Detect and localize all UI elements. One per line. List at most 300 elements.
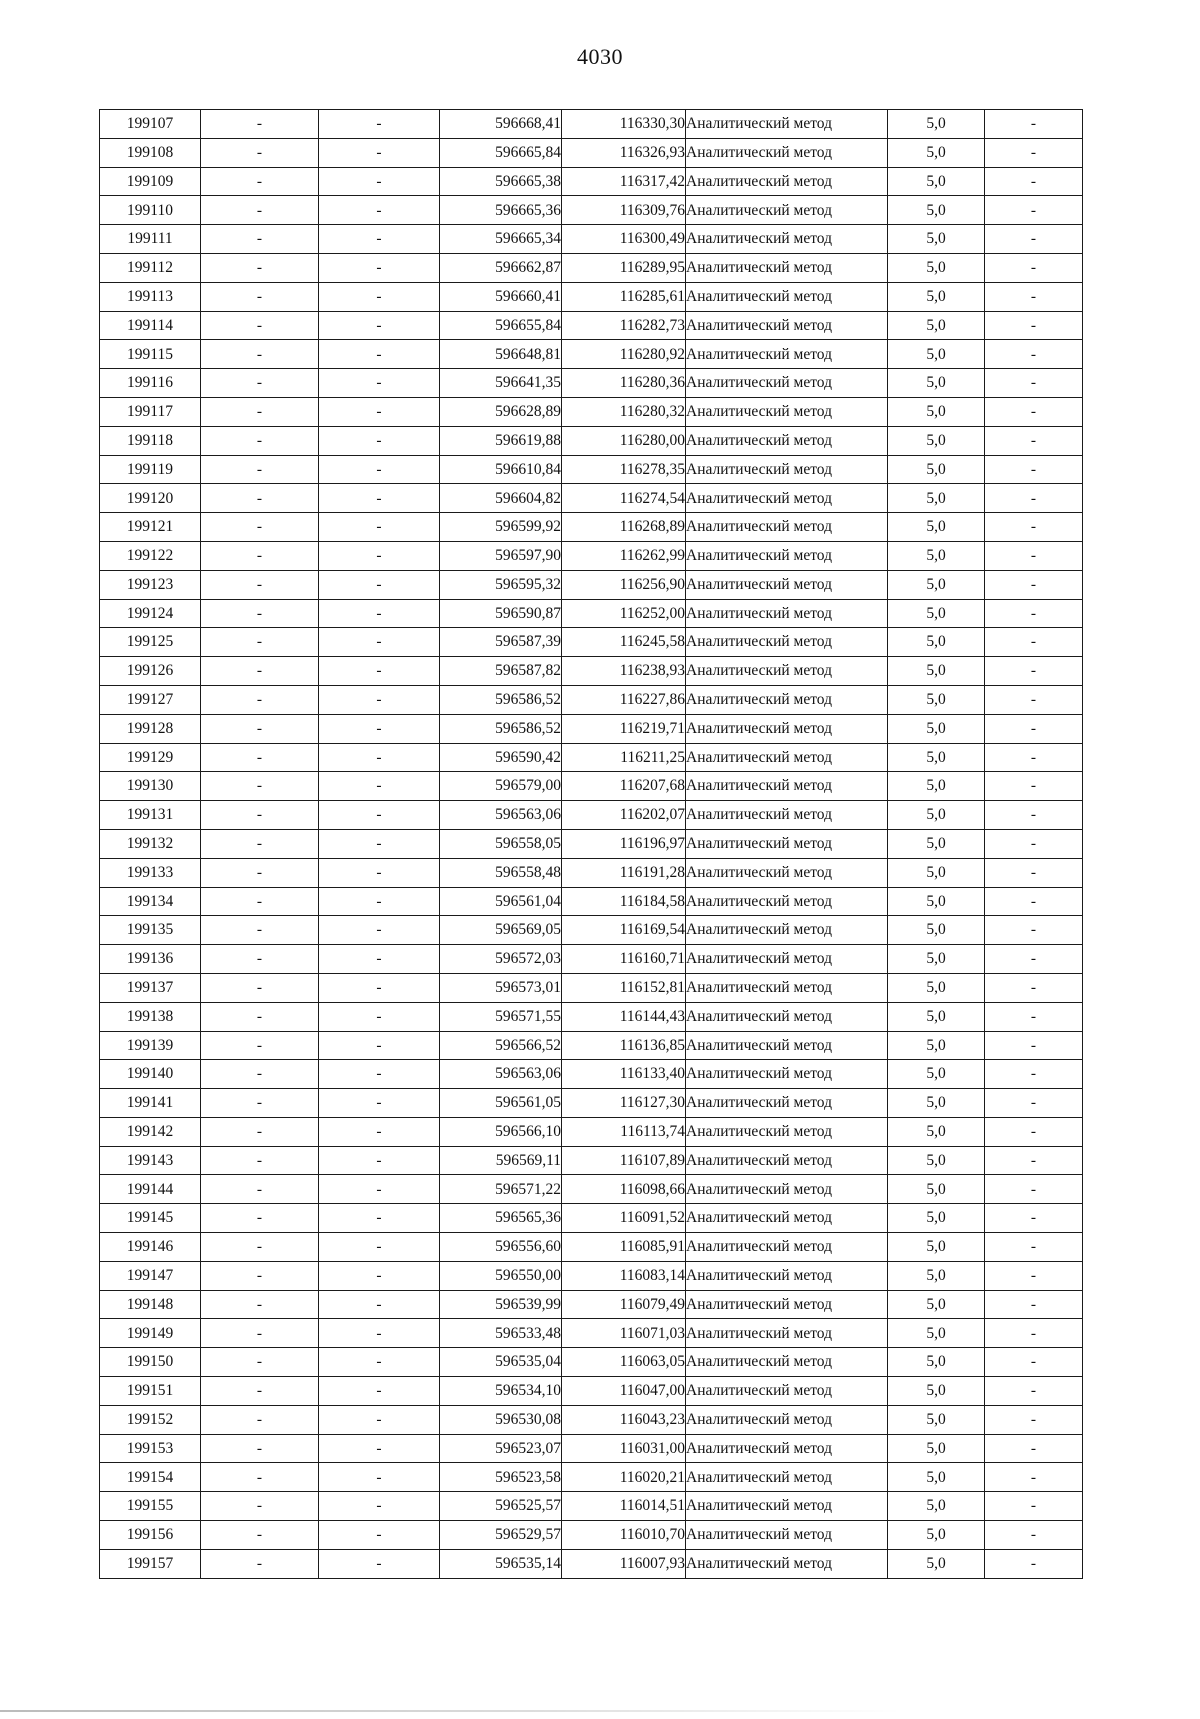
point-number-cell: 199138 <box>100 1002 201 1031</box>
table-row <box>100 1117 1083 1146</box>
empty-value-cell: - <box>985 1002 1083 1031</box>
table-row <box>100 110 1083 139</box>
empty-value-cell: - <box>985 513 1083 542</box>
table-row <box>100 916 1083 945</box>
y-coordinate-cell: 116282,73 <box>562 311 686 340</box>
accuracy-cell: 5,0 <box>888 426 985 455</box>
x-coordinate-cell: 596569,11 <box>440 1146 562 1175</box>
y-coordinate-cell: 116047,00 <box>562 1377 686 1406</box>
empty-value-cell: - <box>319 801 440 830</box>
empty-value-cell: - <box>319 945 440 974</box>
empty-value-cell: - <box>985 1549 1083 1578</box>
table-row <box>100 455 1083 484</box>
x-coordinate-cell: 596535,04 <box>440 1348 562 1377</box>
empty-value-cell: - <box>201 1117 319 1146</box>
method-cell: Аналитический метод <box>686 743 888 772</box>
accuracy-cell: 5,0 <box>888 916 985 945</box>
accuracy-cell: 5,0 <box>888 714 985 743</box>
point-number-cell: 199135 <box>100 916 201 945</box>
table-row <box>100 253 1083 282</box>
table-row <box>100 1549 1083 1578</box>
y-coordinate-cell: 116219,71 <box>562 714 686 743</box>
empty-value-cell: - <box>201 225 319 254</box>
accuracy-cell: 5,0 <box>888 110 985 139</box>
empty-value-cell: - <box>201 541 319 570</box>
empty-value-cell: - <box>201 570 319 599</box>
method-cell: Аналитический метод <box>686 225 888 254</box>
point-number-cell: 199145 <box>100 1204 201 1233</box>
y-coordinate-cell: 116278,35 <box>562 455 686 484</box>
empty-value-cell: - <box>201 282 319 311</box>
empty-value-cell: - <box>201 340 319 369</box>
empty-value-cell: - <box>319 369 440 398</box>
x-coordinate-cell: 596648,81 <box>440 340 562 369</box>
x-coordinate-cell: 596530,08 <box>440 1405 562 1434</box>
method-cell: Аналитический метод <box>686 916 888 945</box>
method-cell: Аналитический метод <box>686 1521 888 1550</box>
empty-value-cell: - <box>319 714 440 743</box>
table-row <box>100 1521 1083 1550</box>
empty-value-cell: - <box>985 541 1083 570</box>
table-row <box>100 714 1083 743</box>
empty-value-cell: - <box>319 657 440 686</box>
table-row <box>100 973 1083 1002</box>
x-coordinate-cell: 596586,52 <box>440 714 562 743</box>
y-coordinate-cell: 116144,43 <box>562 1002 686 1031</box>
point-number-cell: 199128 <box>100 714 201 743</box>
accuracy-cell: 5,0 <box>888 1261 985 1290</box>
empty-value-cell: - <box>319 340 440 369</box>
empty-value-cell: - <box>319 196 440 225</box>
accuracy-cell: 5,0 <box>888 541 985 570</box>
empty-value-cell: - <box>201 253 319 282</box>
method-cell: Аналитический метод <box>686 973 888 1002</box>
empty-value-cell: - <box>319 1233 440 1262</box>
empty-value-cell: - <box>319 1463 440 1492</box>
accuracy-cell: 5,0 <box>888 1319 985 1348</box>
empty-value-cell: - <box>201 1002 319 1031</box>
empty-value-cell: - <box>201 1549 319 1578</box>
x-coordinate-cell: 596572,03 <box>440 945 562 974</box>
empty-value-cell: - <box>201 1521 319 1550</box>
point-number-cell: 199157 <box>100 1549 201 1578</box>
empty-value-cell: - <box>201 484 319 513</box>
method-cell: Аналитический метод <box>686 1117 888 1146</box>
method-cell: Аналитический метод <box>686 253 888 282</box>
x-coordinate-cell: 596641,35 <box>440 369 562 398</box>
empty-value-cell: - <box>319 426 440 455</box>
method-cell: Аналитический метод <box>686 858 888 887</box>
table-row <box>100 1175 1083 1204</box>
x-coordinate-cell: 596604,82 <box>440 484 562 513</box>
y-coordinate-cell: 116280,92 <box>562 340 686 369</box>
empty-value-cell: - <box>985 1146 1083 1175</box>
method-cell: Аналитический метод <box>686 1463 888 1492</box>
point-number-cell: 199117 <box>100 397 201 426</box>
coordinates-table-body <box>100 110 1083 1579</box>
empty-value-cell: - <box>319 628 440 657</box>
accuracy-cell: 5,0 <box>888 973 985 1002</box>
empty-value-cell: - <box>985 858 1083 887</box>
empty-value-cell: - <box>985 340 1083 369</box>
empty-value-cell: - <box>201 657 319 686</box>
empty-value-cell: - <box>201 513 319 542</box>
y-coordinate-cell: 116211,25 <box>562 743 686 772</box>
empty-value-cell: - <box>201 1233 319 1262</box>
page-number: 4030 <box>577 44 623 69</box>
empty-value-cell: - <box>319 225 440 254</box>
empty-value-cell: - <box>201 1348 319 1377</box>
empty-value-cell: - <box>985 1089 1083 1118</box>
x-coordinate-cell: 596599,92 <box>440 513 562 542</box>
method-cell: Аналитический метод <box>686 484 888 513</box>
empty-value-cell: - <box>985 887 1083 916</box>
accuracy-cell: 5,0 <box>888 1434 985 1463</box>
point-number-cell: 199125 <box>100 628 201 657</box>
y-coordinate-cell: 116207,68 <box>562 772 686 801</box>
empty-value-cell: - <box>201 455 319 484</box>
y-coordinate-cell: 116245,58 <box>562 628 686 657</box>
point-number-cell: 199131 <box>100 801 201 830</box>
x-coordinate-cell: 596525,57 <box>440 1492 562 1521</box>
accuracy-cell: 5,0 <box>888 1549 985 1578</box>
empty-value-cell: - <box>201 311 319 340</box>
empty-value-cell: - <box>319 484 440 513</box>
table-row <box>100 599 1083 628</box>
table-row <box>100 340 1083 369</box>
table-row <box>100 541 1083 570</box>
empty-value-cell: - <box>319 1290 440 1319</box>
accuracy-cell: 5,0 <box>888 1204 985 1233</box>
x-coordinate-cell: 596573,01 <box>440 973 562 1002</box>
empty-value-cell: - <box>985 1175 1083 1204</box>
point-number-cell: 199126 <box>100 657 201 686</box>
y-coordinate-cell: 116136,85 <box>562 1031 686 1060</box>
empty-value-cell: - <box>201 397 319 426</box>
x-coordinate-cell: 596610,84 <box>440 455 562 484</box>
x-coordinate-cell: 596539,99 <box>440 1290 562 1319</box>
empty-value-cell: - <box>985 772 1083 801</box>
x-coordinate-cell: 596558,05 <box>440 829 562 858</box>
y-coordinate-cell: 116160,71 <box>562 945 686 974</box>
empty-value-cell: - <box>201 167 319 196</box>
y-coordinate-cell: 116300,49 <box>562 225 686 254</box>
empty-value-cell: - <box>201 916 319 945</box>
x-coordinate-cell: 596561,05 <box>440 1089 562 1118</box>
point-number-cell: 199124 <box>100 599 201 628</box>
empty-value-cell: - <box>319 1549 440 1578</box>
empty-value-cell: - <box>985 110 1083 139</box>
y-coordinate-cell: 116083,14 <box>562 1261 686 1290</box>
empty-value-cell: - <box>319 599 440 628</box>
table-row <box>100 657 1083 686</box>
empty-value-cell: - <box>985 1204 1083 1233</box>
x-coordinate-cell: 596590,87 <box>440 599 562 628</box>
method-cell: Аналитический метод <box>686 397 888 426</box>
point-number-cell: 199154 <box>100 1463 201 1492</box>
method-cell: Аналитический метод <box>686 1031 888 1060</box>
method-cell: Аналитический метод <box>686 455 888 484</box>
accuracy-cell: 5,0 <box>888 1521 985 1550</box>
accuracy-cell: 5,0 <box>888 1233 985 1262</box>
table-row <box>100 1434 1083 1463</box>
x-coordinate-cell: 596597,90 <box>440 541 562 570</box>
method-cell: Аналитический метод <box>686 1261 888 1290</box>
table-row <box>100 1261 1083 1290</box>
y-coordinate-cell: 116169,54 <box>562 916 686 945</box>
empty-value-cell: - <box>985 628 1083 657</box>
method-cell: Аналитический метод <box>686 1175 888 1204</box>
table-row <box>100 1463 1083 1492</box>
accuracy-cell: 5,0 <box>888 369 985 398</box>
x-coordinate-cell: 596571,55 <box>440 1002 562 1031</box>
empty-value-cell: - <box>985 1060 1083 1089</box>
table-row <box>100 1002 1083 1031</box>
x-coordinate-cell: 596533,48 <box>440 1319 562 1348</box>
point-number-cell: 199140 <box>100 1060 201 1089</box>
point-number-cell: 199136 <box>100 945 201 974</box>
accuracy-cell: 5,0 <box>888 167 985 196</box>
point-number-cell: 199137 <box>100 973 201 1002</box>
empty-value-cell: - <box>319 1175 440 1204</box>
method-cell: Аналитический метод <box>686 1348 888 1377</box>
point-number-cell: 199143 <box>100 1146 201 1175</box>
empty-value-cell: - <box>319 1348 440 1377</box>
empty-value-cell: - <box>985 657 1083 686</box>
method-cell: Аналитический метод <box>686 1405 888 1434</box>
method-cell: Аналитический метод <box>686 138 888 167</box>
empty-value-cell: - <box>319 110 440 139</box>
y-coordinate-cell: 116280,32 <box>562 397 686 426</box>
scan-edge-line <box>0 1710 900 1712</box>
empty-value-cell: - <box>319 1060 440 1089</box>
method-cell: Аналитический метод <box>686 1290 888 1319</box>
empty-value-cell: - <box>319 138 440 167</box>
x-coordinate-cell: 596590,42 <box>440 743 562 772</box>
method-cell: Аналитический метод <box>686 1549 888 1578</box>
table-row <box>100 138 1083 167</box>
method-cell: Аналитический метод <box>686 570 888 599</box>
point-number-cell: 199144 <box>100 1175 201 1204</box>
accuracy-cell: 5,0 <box>888 138 985 167</box>
point-number-cell: 199139 <box>100 1031 201 1060</box>
empty-value-cell: - <box>985 570 1083 599</box>
table-row <box>100 858 1083 887</box>
empty-value-cell: - <box>985 426 1083 455</box>
empty-value-cell: - <box>201 887 319 916</box>
empty-value-cell: - <box>319 253 440 282</box>
x-coordinate-cell: 596665,34 <box>440 225 562 254</box>
accuracy-cell: 5,0 <box>888 1031 985 1060</box>
accuracy-cell: 5,0 <box>888 513 985 542</box>
accuracy-cell: 5,0 <box>888 225 985 254</box>
empty-value-cell: - <box>201 829 319 858</box>
empty-value-cell: - <box>319 858 440 887</box>
method-cell: Аналитический метод <box>686 426 888 455</box>
table-row <box>100 369 1083 398</box>
accuracy-cell: 5,0 <box>888 1089 985 1118</box>
accuracy-cell: 5,0 <box>888 829 985 858</box>
empty-value-cell: - <box>201 1405 319 1434</box>
empty-value-cell: - <box>319 1434 440 1463</box>
empty-value-cell: - <box>985 282 1083 311</box>
y-coordinate-cell: 116317,42 <box>562 167 686 196</box>
method-cell: Аналитический метод <box>686 1089 888 1118</box>
table-row <box>100 945 1083 974</box>
empty-value-cell: - <box>319 685 440 714</box>
method-cell: Аналитический метод <box>686 1146 888 1175</box>
empty-value-cell: - <box>201 1319 319 1348</box>
y-coordinate-cell: 116191,28 <box>562 858 686 887</box>
point-number-cell: 199122 <box>100 541 201 570</box>
accuracy-cell: 5,0 <box>888 397 985 426</box>
empty-value-cell: - <box>201 685 319 714</box>
empty-value-cell: - <box>201 1089 319 1118</box>
table-row <box>100 1319 1083 1348</box>
point-number-cell: 199130 <box>100 772 201 801</box>
accuracy-cell: 5,0 <box>888 1175 985 1204</box>
empty-value-cell: - <box>985 685 1083 714</box>
y-coordinate-cell: 116280,00 <box>562 426 686 455</box>
accuracy-cell: 5,0 <box>888 1117 985 1146</box>
empty-value-cell: - <box>985 167 1083 196</box>
y-coordinate-cell: 116256,90 <box>562 570 686 599</box>
y-coordinate-cell: 116085,91 <box>562 1233 686 1262</box>
table-row <box>100 829 1083 858</box>
empty-value-cell: - <box>201 1290 319 1319</box>
method-cell: Аналитический метод <box>686 945 888 974</box>
empty-value-cell: - <box>319 1377 440 1406</box>
point-number-cell: 199119 <box>100 455 201 484</box>
empty-value-cell: - <box>985 397 1083 426</box>
empty-value-cell: - <box>201 1060 319 1089</box>
method-cell: Аналитический метод <box>686 1377 888 1406</box>
table-row <box>100 225 1083 254</box>
empty-value-cell: - <box>985 973 1083 1002</box>
accuracy-cell: 5,0 <box>888 570 985 599</box>
empty-value-cell: - <box>319 1405 440 1434</box>
table-row <box>100 685 1083 714</box>
x-coordinate-cell: 596579,00 <box>440 772 562 801</box>
x-coordinate-cell: 596561,04 <box>440 887 562 916</box>
x-coordinate-cell: 596586,52 <box>440 685 562 714</box>
table-row <box>100 887 1083 916</box>
point-number-cell: 199153 <box>100 1434 201 1463</box>
empty-value-cell: - <box>985 599 1083 628</box>
y-coordinate-cell: 116274,54 <box>562 484 686 513</box>
point-number-cell: 199123 <box>100 570 201 599</box>
x-coordinate-cell: 596665,36 <box>440 196 562 225</box>
x-coordinate-cell: 596628,89 <box>440 397 562 426</box>
empty-value-cell: - <box>319 311 440 340</box>
empty-value-cell: - <box>319 1117 440 1146</box>
empty-value-cell: - <box>319 513 440 542</box>
empty-value-cell: - <box>201 714 319 743</box>
y-coordinate-cell: 116238,93 <box>562 657 686 686</box>
point-number-cell: 199146 <box>100 1233 201 1262</box>
empty-value-cell: - <box>319 973 440 1002</box>
empty-value-cell: - <box>201 426 319 455</box>
accuracy-cell: 5,0 <box>888 340 985 369</box>
empty-value-cell: - <box>201 110 319 139</box>
point-number-cell: 199108 <box>100 138 201 167</box>
table-row <box>100 1031 1083 1060</box>
method-cell: Аналитический метод <box>686 801 888 830</box>
point-number-cell: 199115 <box>100 340 201 369</box>
empty-value-cell: - <box>201 1175 319 1204</box>
empty-value-cell: - <box>201 1204 319 1233</box>
table-row <box>100 1204 1083 1233</box>
empty-value-cell: - <box>201 1146 319 1175</box>
empty-value-cell: - <box>201 599 319 628</box>
table-row <box>100 1060 1083 1089</box>
empty-value-cell: - <box>319 1521 440 1550</box>
method-cell: Аналитический метод <box>686 685 888 714</box>
empty-value-cell: - <box>985 945 1083 974</box>
y-coordinate-cell: 116091,52 <box>562 1204 686 1233</box>
y-coordinate-cell: 116289,95 <box>562 253 686 282</box>
y-coordinate-cell: 116309,76 <box>562 196 686 225</box>
empty-value-cell: - <box>985 369 1083 398</box>
point-number-cell: 199116 <box>100 369 201 398</box>
accuracy-cell: 5,0 <box>888 685 985 714</box>
x-coordinate-cell: 596595,32 <box>440 570 562 599</box>
empty-value-cell: - <box>201 1031 319 1060</box>
table-row <box>100 772 1083 801</box>
empty-value-cell: - <box>319 1492 440 1521</box>
x-coordinate-cell: 596563,06 <box>440 801 562 830</box>
point-number-cell: 199120 <box>100 484 201 513</box>
point-number-cell: 199148 <box>100 1290 201 1319</box>
x-coordinate-cell: 596550,00 <box>440 1261 562 1290</box>
table-row <box>100 743 1083 772</box>
method-cell: Аналитический метод <box>686 714 888 743</box>
point-number-cell: 199132 <box>100 829 201 858</box>
method-cell: Аналитический метод <box>686 829 888 858</box>
point-number-cell: 199134 <box>100 887 201 916</box>
empty-value-cell: - <box>985 484 1083 513</box>
coordinates-table <box>99 109 1083 1579</box>
empty-value-cell: - <box>201 1492 319 1521</box>
empty-value-cell: - <box>201 858 319 887</box>
empty-value-cell: - <box>985 1377 1083 1406</box>
empty-value-cell: - <box>319 772 440 801</box>
empty-value-cell: - <box>319 1146 440 1175</box>
y-coordinate-cell: 116196,97 <box>562 829 686 858</box>
point-number-cell: 199149 <box>100 1319 201 1348</box>
x-coordinate-cell: 596668,41 <box>440 110 562 139</box>
empty-value-cell: - <box>201 369 319 398</box>
table-row <box>100 1348 1083 1377</box>
accuracy-cell: 5,0 <box>888 311 985 340</box>
point-number-cell: 199151 <box>100 1377 201 1406</box>
empty-value-cell: - <box>985 1233 1083 1262</box>
empty-value-cell: - <box>319 541 440 570</box>
point-number-cell: 199127 <box>100 685 201 714</box>
x-coordinate-cell: 596534,10 <box>440 1377 562 1406</box>
point-number-cell: 199112 <box>100 253 201 282</box>
y-coordinate-cell: 116133,40 <box>562 1060 686 1089</box>
empty-value-cell: - <box>319 570 440 599</box>
accuracy-cell: 5,0 <box>888 196 985 225</box>
y-coordinate-cell: 116113,74 <box>562 1117 686 1146</box>
empty-value-cell: - <box>319 1089 440 1118</box>
y-coordinate-cell: 116326,93 <box>562 138 686 167</box>
x-coordinate-cell: 596665,84 <box>440 138 562 167</box>
point-number-cell: 199118 <box>100 426 201 455</box>
method-cell: Аналитический метод <box>686 1434 888 1463</box>
y-coordinate-cell: 116184,58 <box>562 887 686 916</box>
